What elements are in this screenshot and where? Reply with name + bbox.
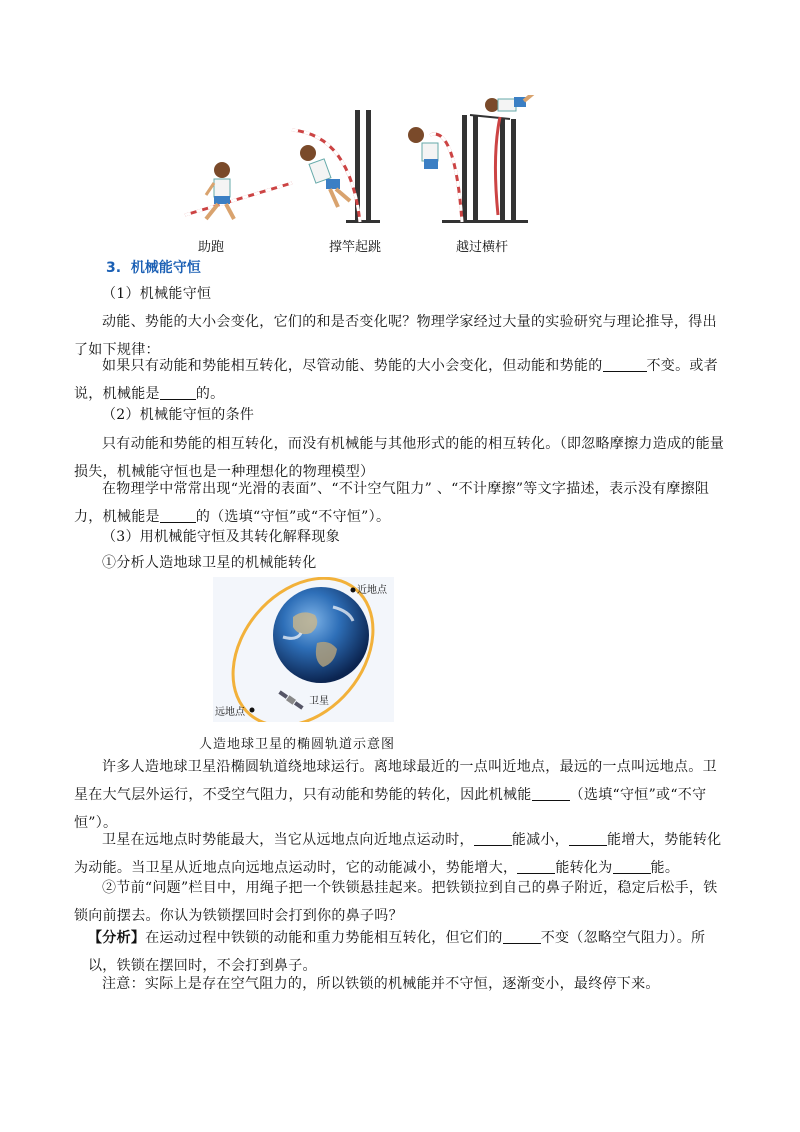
answer-blank[interactable] — [503, 929, 541, 944]
answer-blank[interactable] — [160, 385, 196, 400]
satellite-orbit-figure — [213, 577, 394, 722]
answer-blank[interactable] — [160, 508, 196, 523]
sub2-paragraph-1: 只有动能和势能的相互转化，而没有机械能与其他形式的能的相互转化。（即忽略摩擦力造成的能量损失，机械能守恒也是一种理想化的物理模型） — [74, 436, 725, 480]
satellite-label: 卫星 — [309, 696, 329, 707]
answer-blank[interactable] — [474, 831, 512, 846]
sub3-paragraph-2: 卫星在远地点时势能最大，当它从远地点向近地点运动时， 能减小， 能增大，势能转化为动能。当卫星从近地点向远地点运动时，它的动能减小，势能增大， 能转化为 能。 — [74, 832, 722, 876]
sub2-title: （2）机械能守恒的条件 — [102, 407, 255, 423]
caption-run-up: 助跑 — [198, 240, 225, 255]
orbit-diagram — [213, 577, 394, 722]
section-heading — [106, 257, 201, 277]
section-number: 3. — [106, 260, 122, 276]
analysis-paragraph: 【分析】在运动过程中铁锁的动能和重力势能相互转化，但它们的 不变（忽略空气阻力）。所以，铁锁在摆回时，不会打到鼻子。 — [88, 930, 706, 974]
sub3-item-2: ②节前“问题”栏目中，用绳子把一个铁锁悬挂起来。把铁锁拉到自己的鼻子附近，稳定后松手，铁锁向前摆去。你认为铁锁摆回时会打到你的鼻子吗？ — [74, 880, 718, 924]
analysis-label: 【分析】 — [88, 930, 146, 946]
sub3-item-1: ①分析人造地球卫星的机械能转化 — [102, 555, 317, 571]
answer-blank[interactable] — [569, 831, 607, 846]
runner-illustration — [185, 162, 292, 219]
earth-icon — [273, 587, 369, 683]
sub1-title: （1）机械能守恒 — [102, 286, 212, 302]
perigee-label: 近地点 — [357, 585, 387, 596]
vaulter-takeoff-illustration — [292, 130, 360, 222]
sub1-paragraph-2: 如果只有动能和势能相互转化，尽管动能、势能的大小会变化，但动能和势能的 不变。或者说，机械能是 的。 — [74, 358, 718, 402]
caption-clear-bar: 越过横杆 — [456, 240, 509, 255]
answer-blank[interactable] — [517, 859, 555, 874]
apogee-point — [250, 708, 255, 713]
sub3-title: （3）用机械能守恒及其转化解释现象 — [102, 529, 341, 545]
answer-blank[interactable] — [613, 859, 651, 874]
section-title: 机械能守恒 — [130, 260, 201, 276]
high-bar-standards — [346, 110, 380, 223]
note-paragraph: 注意：实际上是存在空气阻力的，所以铁锁的机械能并不守恒，逐渐变小，最终停下来。 — [102, 976, 660, 992]
satellite-icon — [278, 690, 304, 711]
perigee-point — [351, 588, 356, 593]
satellite-figure-caption: 人造地球卫星的椭圆轨道示意图 — [199, 737, 396, 752]
sub1-paragraph-1: 动能、势能的大小会变化，它们的和是否变化呢？物理学家经过大量的实验研究与理论推导，得出了如下规律： — [74, 314, 717, 358]
answer-blank[interactable] — [532, 786, 570, 801]
vaulter-clearing-illustration — [408, 95, 536, 222]
pole-vault-figure — [180, 95, 560, 230]
answer-blank[interactable] — [603, 357, 647, 372]
sub2-paragraph-2: 在物理学中常常出现“光滑的表面”、“不计空气阻力” 、“不计摩擦”等文字描述，表示没有摩擦阻力，机械能是 的（选填“守恒”或“不守恒”）。 — [74, 481, 710, 525]
apogee-label: 远地点 — [215, 707, 245, 718]
caption-takeoff: 撑竿起跳 — [329, 240, 382, 255]
sub3-paragraph-1: 许多人造地球卫星沿椭圆轨道绕地球运行。离地球最近的一点叫近地点，最远的一点叫远地点。卫星在大气层外运行，不受空气阻力，只有动能和势能的转化，因此机械能 （选填“守恒”或“不守恒”）。 — [74, 759, 717, 831]
